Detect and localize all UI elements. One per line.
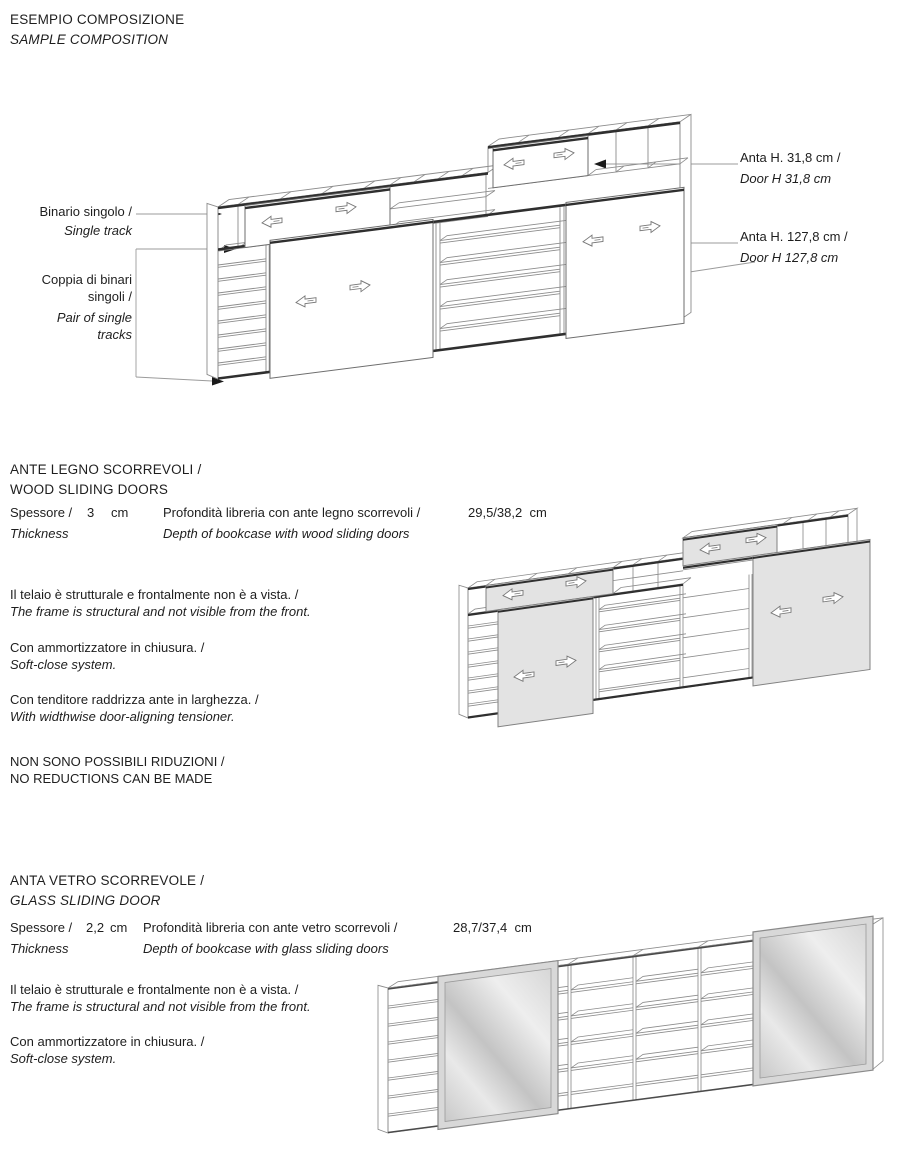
wood-heading-en: WOOD SLIDING DOORS — [10, 482, 169, 497]
glass-note-softclose-en: Soft-close system. — [10, 1051, 117, 1066]
wood-thickness-unit: cm — [111, 505, 129, 520]
glass-door-drawing — [350, 900, 900, 1150]
wood-note-reductions — [10, 753, 225, 787]
single-track-label-en: Single track — [64, 223, 132, 238]
page-title-en: SAMPLE COMPOSITION — [10, 32, 169, 47]
wood-section-heading — [10, 460, 201, 500]
glass-heading-it: ANTA VETRO SCORREVOLE / — [10, 873, 205, 888]
glass-cabinet — [378, 915, 883, 1137]
door-large-label-en: Door H 127,8 cm — [740, 250, 839, 265]
wood-thickness-value: 3 — [87, 505, 95, 520]
annotation-door-small — [740, 149, 890, 187]
sample-cabinet — [207, 114, 691, 386]
glass-depth-label-it: Profondità libreria con ante vetro scorrevoli / — [143, 920, 398, 935]
wood-note-reductions-it: NON SONO POSSIBILI RIDUZIONI / — [10, 754, 225, 769]
glass-note-frame — [10, 981, 311, 1015]
glass-thickness-unit: cm — [110, 920, 128, 935]
wood-depth-value: 29,5/38,2 cm — [468, 505, 547, 520]
glass-note-frame-it: Il telaio è strutturale e frontalmente non è a vista. / — [10, 982, 299, 997]
glass-section-heading — [10, 871, 204, 911]
wood-note-tensioner — [10, 691, 259, 725]
wood-doors-drawing — [440, 500, 900, 760]
sample-main-door-1 — [270, 219, 433, 378]
wood-main-door-2 — [753, 540, 870, 686]
wood-depth-label-en: Depth of bookcase with wood sliding doors — [163, 526, 410, 541]
wood-heading-it: ANTE LEGNO SCORREVOLI / — [10, 462, 202, 477]
pair-tracks-label-en: Pair of single tracks — [56, 310, 136, 342]
wood-depth-label-it: Profondità libreria con ante legno scorrevoli / — [163, 505, 421, 520]
wood-thickness-label-it: Spessore / — [10, 505, 73, 520]
glass-heading-en: GLASS SLIDING DOOR — [10, 893, 161, 908]
sample-main-door-2 — [566, 187, 684, 338]
wood-note-softclose-en: Soft-close system. — [10, 657, 117, 672]
wood-note-frame-en: The frame is structural and not visible from the front. — [10, 604, 311, 619]
pair-tracks-label-it: Coppia di binari singoli / — [41, 272, 136, 304]
glass-depth-label-en: Depth of bookcase with glass sliding doors — [143, 941, 389, 956]
wood-main-door-1 — [498, 596, 593, 726]
glass-thickness-label-en: Thickness — [10, 941, 69, 956]
annotation-door-large — [740, 228, 890, 266]
wood-cabinet — [459, 507, 870, 733]
wood-note-tensioner-en: With widthwise door-aligning tensioner. — [10, 709, 235, 724]
annotation-single-track — [28, 203, 132, 239]
wood-note-softclose-it: Con ammortizzatore in chiusura. / — [10, 640, 205, 655]
glass-thickness-label-it: Spessore / — [10, 920, 73, 935]
wood-note-softclose — [10, 639, 204, 673]
page-title — [10, 10, 184, 50]
door-small-label-en: Door H 31,8 cm — [740, 171, 832, 186]
glass-note-softclose-it: Con ammortizzatore in chiusura. / — [10, 1034, 205, 1049]
glass-note-frame-en: The frame is structural and not visible from the front. — [10, 999, 311, 1014]
wood-note-tensioner-it: Con tenditore raddrizza ante in larghezza. / — [10, 692, 259, 707]
wood-note-frame-it: Il telaio è strutturale e frontalmente non è a vista. / — [10, 587, 299, 602]
annotation-pair-tracks — [28, 271, 136, 343]
glass-thickness-value: 2,2 — [86, 920, 105, 935]
wood-note-reductions-en: NO REDUCTIONS CAN BE MADE — [10, 771, 213, 786]
wood-thickness-label-en: Thickness — [10, 526, 69, 541]
door-small-label-it: Anta H. 31,8 cm / — [740, 150, 841, 165]
glass-door-2 — [753, 916, 873, 1086]
sample-composition-drawing — [130, 95, 770, 405]
single-track-label-it: Binario singolo / — [39, 204, 132, 219]
glass-door-1 — [438, 961, 558, 1130]
page-title-it: ESEMPIO COMPOSIZIONE — [10, 12, 185, 27]
wood-note-frame — [10, 586, 311, 620]
door-large-label-it: Anta H. 127,8 cm / — [740, 229, 848, 244]
glass-depth-value: 28,7/37,4 cm — [453, 920, 532, 935]
glass-note-softclose — [10, 1033, 204, 1067]
